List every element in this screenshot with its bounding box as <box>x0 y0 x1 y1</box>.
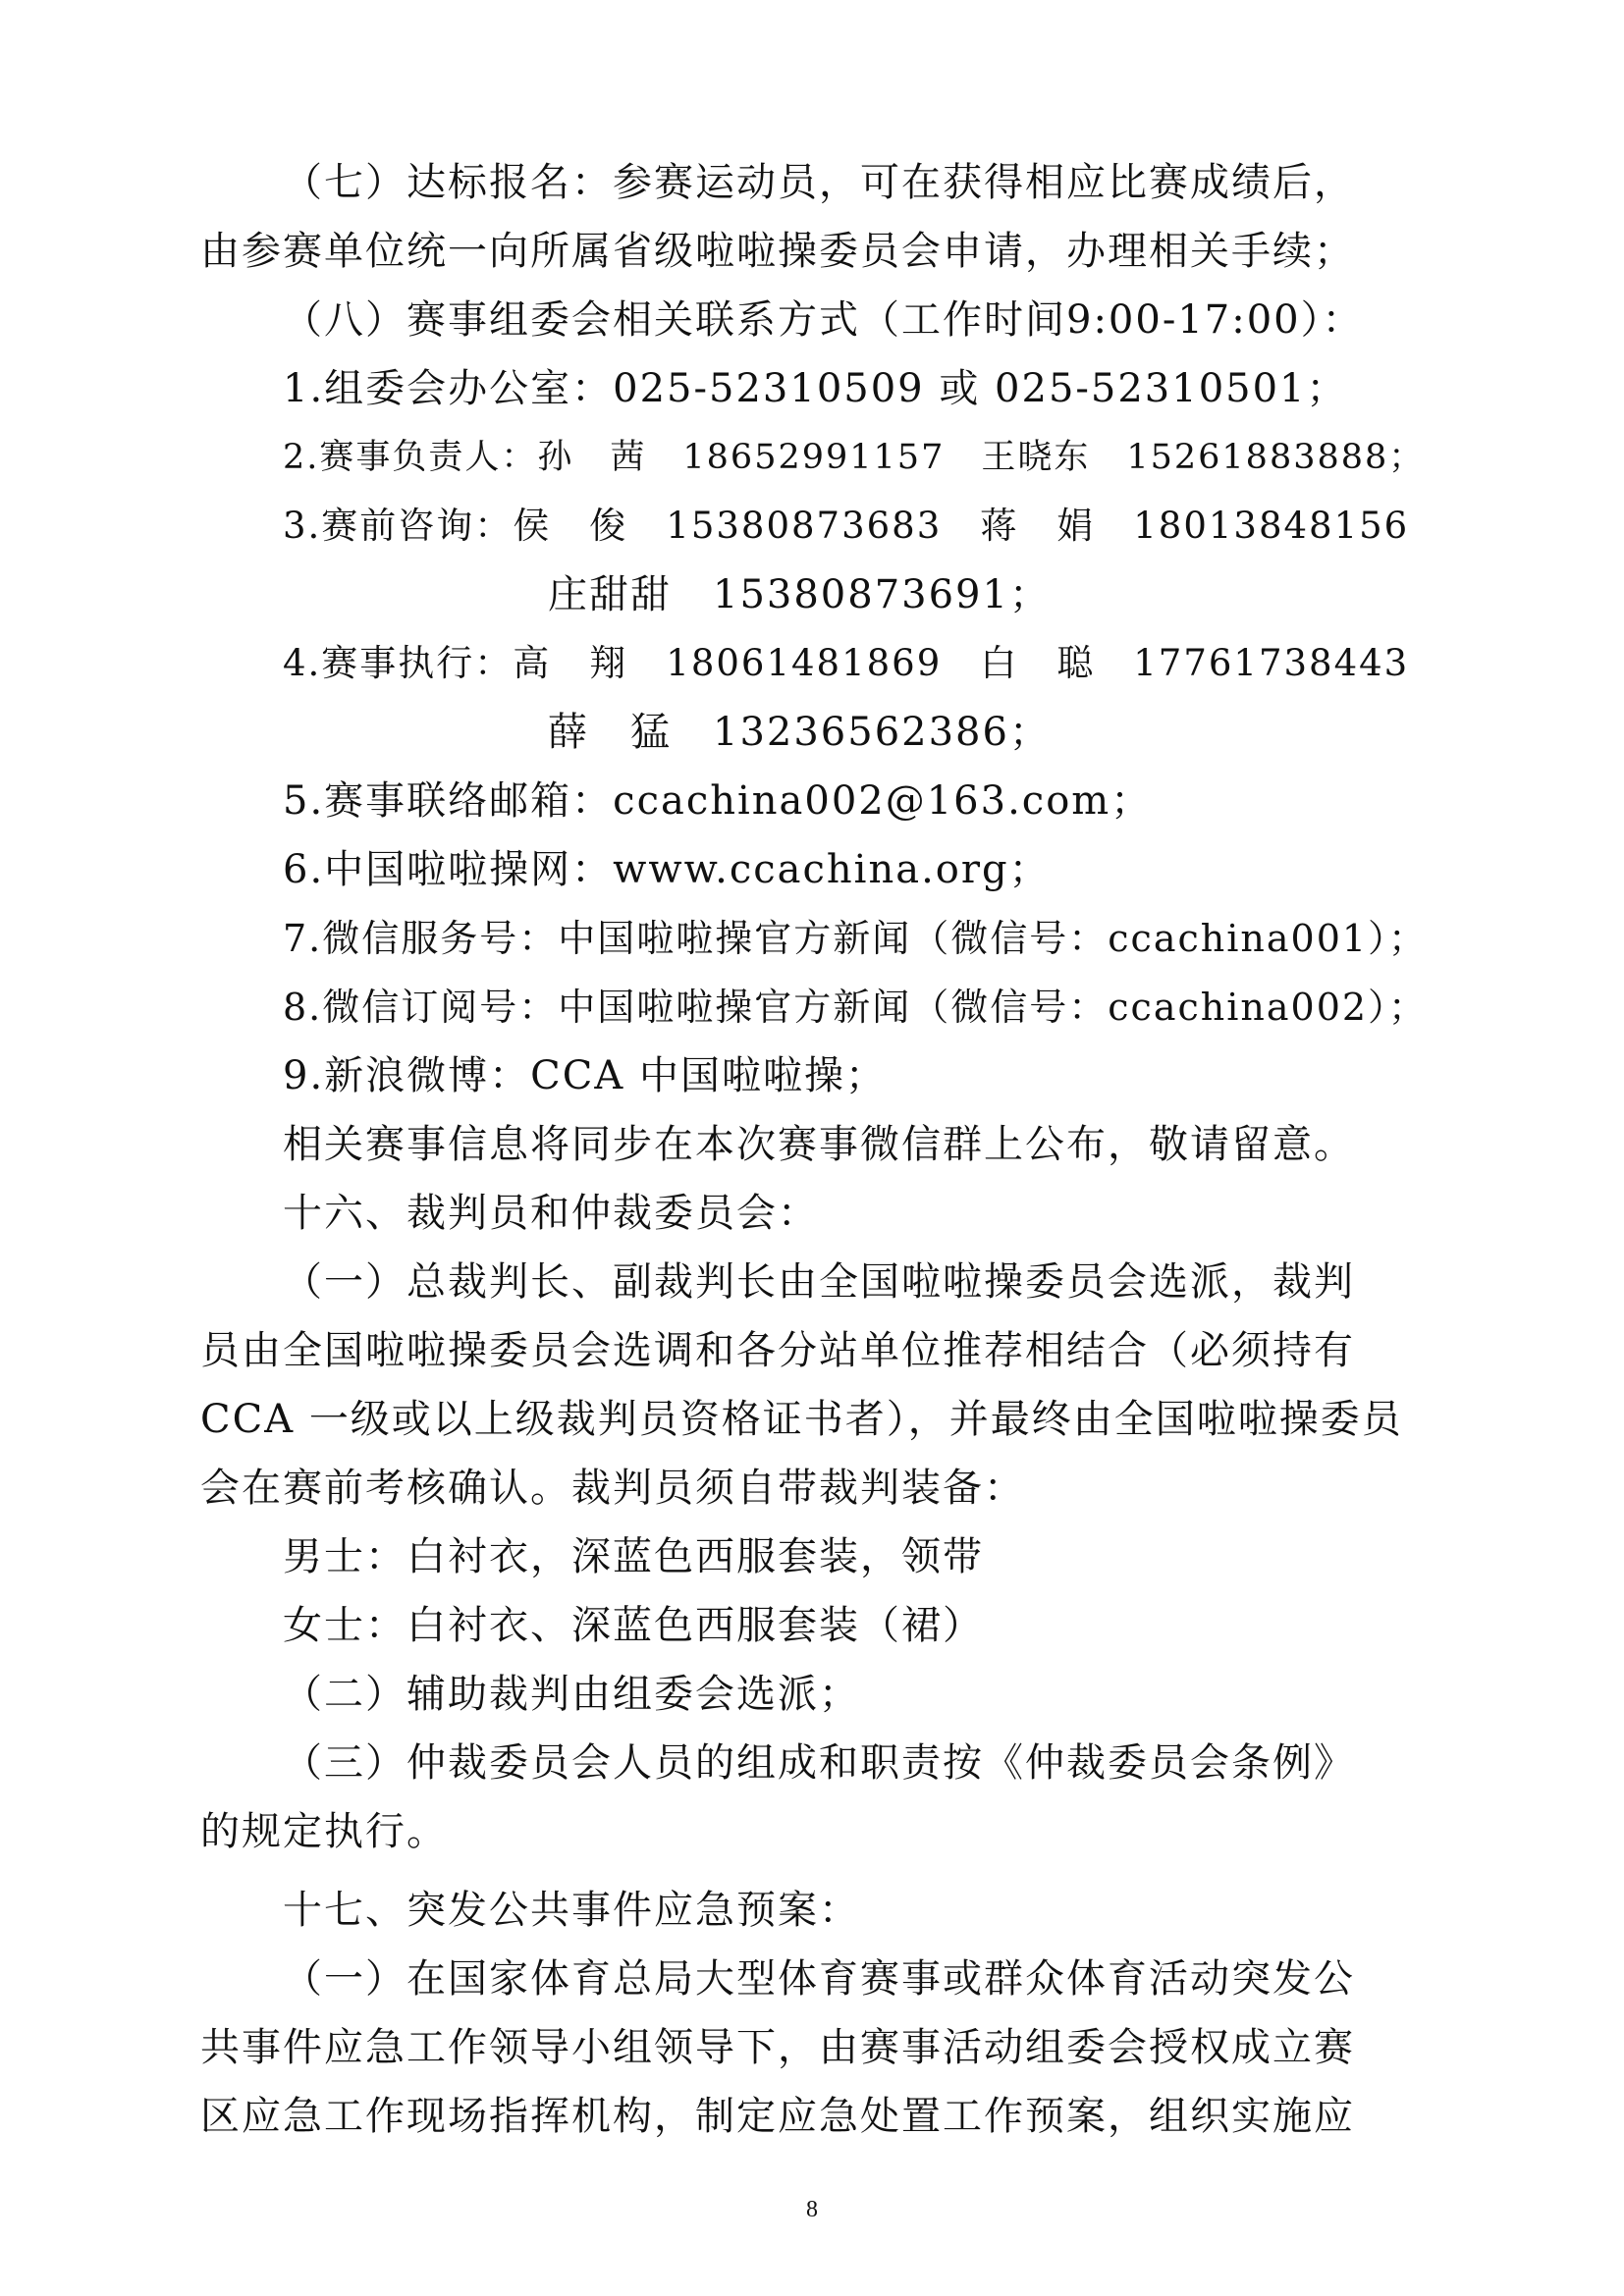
text-line: 6.中国啦啦操网：www.ccachina.org； <box>283 847 1051 892</box>
text-line: CCA 一级或以上级裁判员资格证书者），并最终由全国啦啦操委员 <box>200 1397 1403 1442</box>
text-line: 8.微信订阅号：中国啦啦操官方新闻（微信号：ccachina002）； <box>283 986 1429 1029</box>
text-line: 会在赛前考核确认。裁判员须自带裁判装备： <box>200 1466 1025 1511</box>
text-line: 3.赛前咨询：侯 俊 15380873683 蒋 娟 18013848156 <box>283 505 1410 547</box>
text-line: 女士：白衬衣、深蓝色西服套装（裙） <box>283 1603 984 1648</box>
text-line: （三）仲裁委员会人员的组成和职责按《仲裁委员会条例》 <box>283 1740 1355 1786</box>
text-line: 共事件应急工作领导小组领导下，由赛事活动组委会授权成立赛 <box>200 2025 1355 2070</box>
text-line: 由参赛单位统一向所属省级啦啦操委员会申请，办理相关手续； <box>200 229 1355 274</box>
section-heading: 十六、裁判员和仲裁委员会： <box>283 1191 819 1236</box>
text-line: 男士：白衬衣，深蓝色西服套装，领带 <box>283 1534 984 1579</box>
text-line: 2.赛事负责人：孙 茜 18652991157 王晓东 15261883888； <box>283 438 1426 477</box>
text-line: 薛 猛 13236562386； <box>548 710 1051 755</box>
text-line: （二）辅助裁判由组委会选派； <box>283 1672 860 1717</box>
text-line: 4.赛事执行：高 翔 18061481869 白 聪 17761738443 <box>283 642 1410 684</box>
text-line: 员由全国啦啦操委员会选调和各分站单位推荐相结合（必须持有 <box>200 1328 1355 1373</box>
text-line: 7.微信服务号：中国啦啦操官方新闻（微信号：ccachina001）； <box>283 917 1429 960</box>
text-line: 5.赛事联络邮箱：ccachina002@163.com； <box>283 778 1153 824</box>
text-line: 庄甜甜 15380873691； <box>548 572 1051 617</box>
text-line: （七）达标报名：参赛运动员，可在获得相应比赛成绩后， <box>283 160 1355 205</box>
text-line: 相关赛事信息将同步在本次赛事微信群上公布，敬请留意。 <box>283 1122 1355 1167</box>
text-line: 的规定执行。 <box>200 1809 448 1854</box>
text-line: 1.组委会办公室：025-52310509 或 025-52310501； <box>283 366 1348 411</box>
page-number: 8 <box>806 2197 818 2222</box>
text-line: （八）赛事组委会相关联系方式（工作时间9:00-17:00）： <box>283 297 1364 343</box>
text-line: （一）总裁判长、副裁判长由全国啦啦操委员会选派，裁判 <box>283 1259 1355 1305</box>
text-line: （一）在国家体育总局大型体育赛事或群众体育活动突发公 <box>283 1956 1355 2002</box>
text-line: 区应急工作现场指挥机构，制定应急处置工作预案，组织实施应 <box>200 2094 1355 2139</box>
text-line: 9.新浪微博：CCA 中国啦啦操； <box>283 1053 887 1098</box>
section-heading: 十七、突发公共事件应急预案： <box>283 1888 860 1933</box>
